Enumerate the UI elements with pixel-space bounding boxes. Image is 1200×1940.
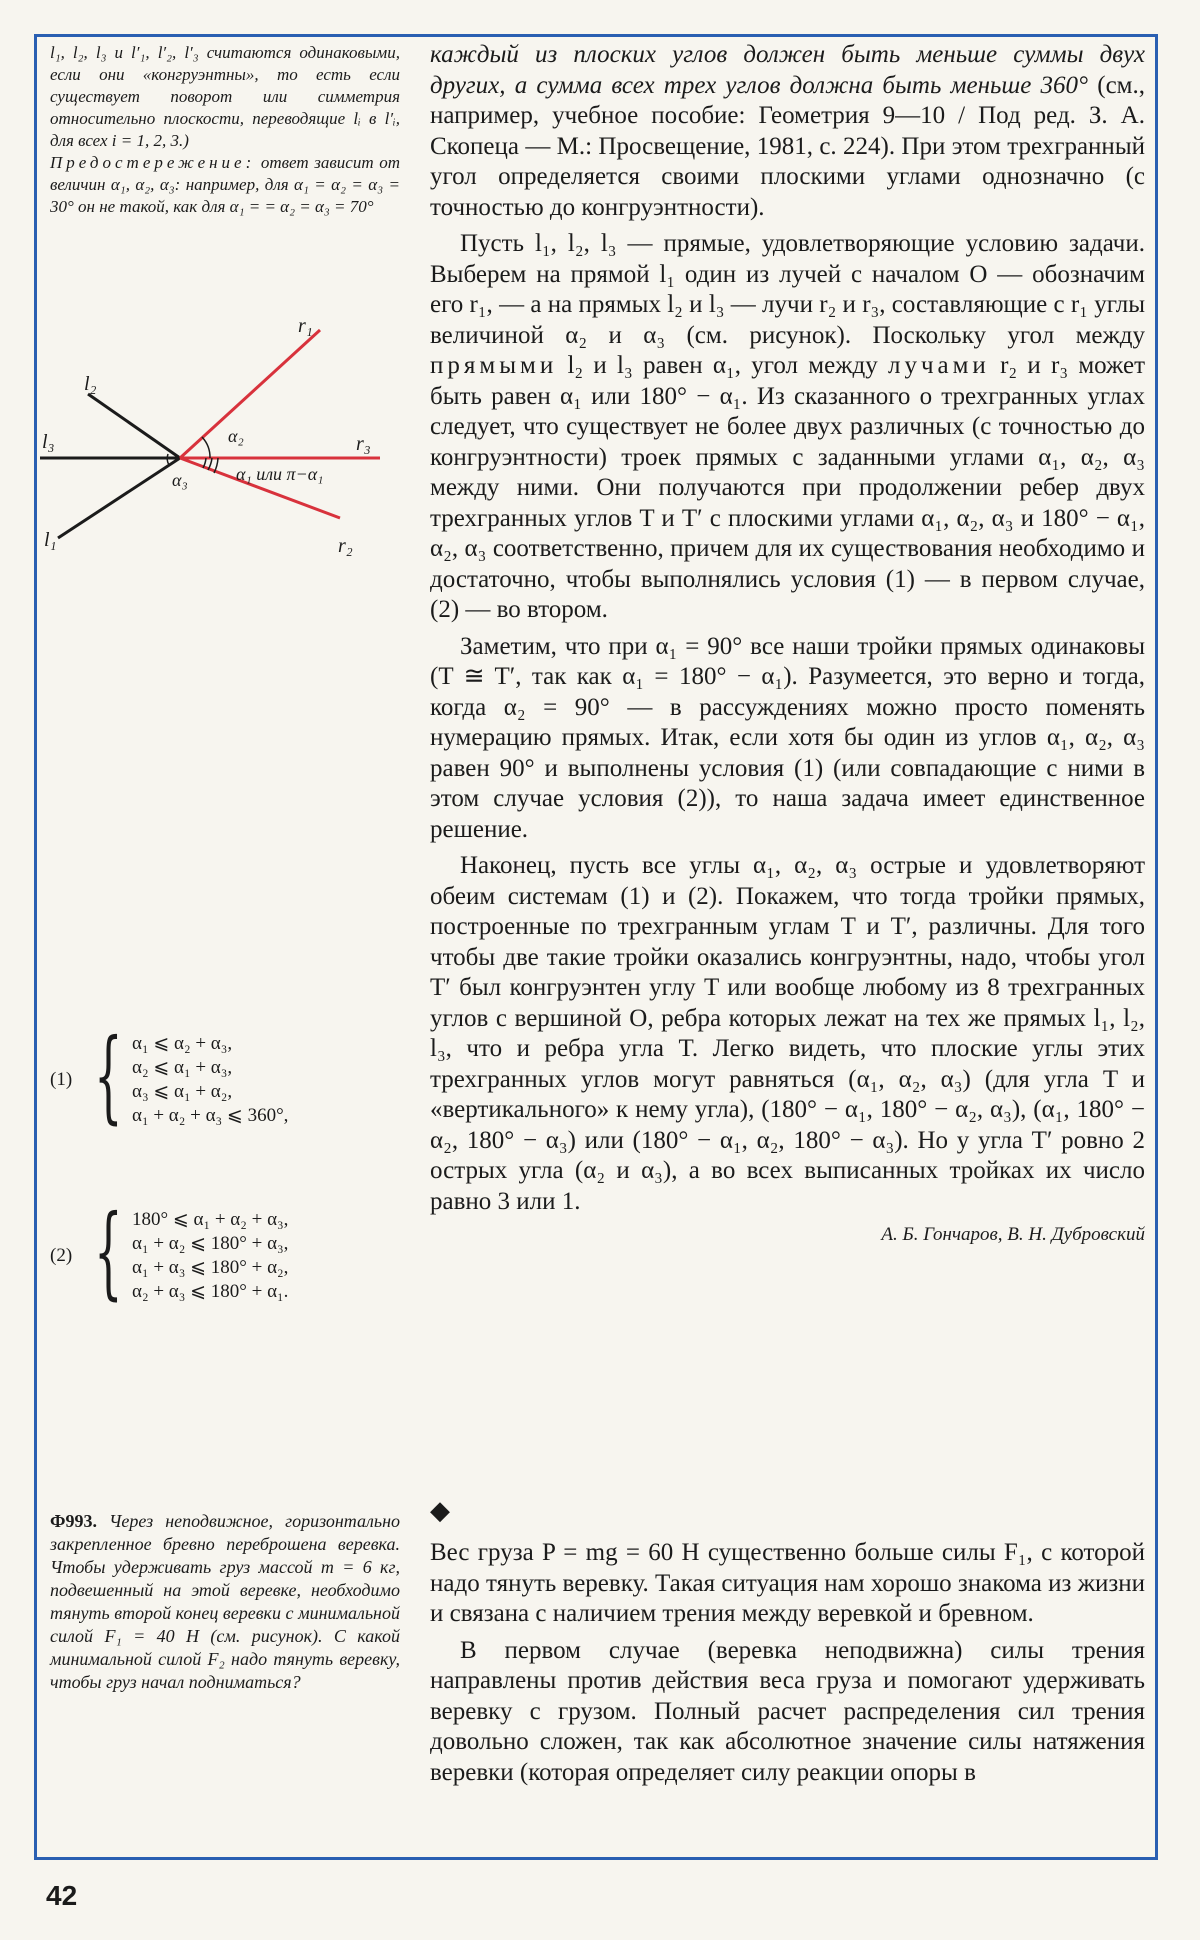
main-para-3: Заметим, что при α₁ = 90° все наши тройки прямых одинаковы (T ≅ T′, так как α₁ = 180° − α₁). Разумеется, это верно и тогда, когда α₂ = 90° — в рассуждениях можно просто поменять нумерацию прямых. Итак, если хотя бы один из углов α₁, α₂, α₃ равен 90° и выполнены условия (1) (или совпадающие с ними в этом случае условия (2)), то наша задача имеет единственное решение.	[430, 632, 1145, 843]
label-a3: α₃	[172, 470, 188, 490]
page-number: 42	[46, 1880, 78, 1911]
label-a2: α₂	[228, 426, 244, 446]
arc-a2	[202, 437, 210, 458]
spaced-word-lines: прямыми	[430, 352, 558, 379]
label-r1: r₁	[298, 315, 313, 337]
problem-text: Через неподвижное, горизонтально закрепленное бревно переброшена веревка. Чтобы удерживать груз массой m = 6 кг, подвешенный на этой веревке, необходимо тянуть второй конец веревки с минимальной силой F₁ = 40 Н (см. рисунок). С какой минимальной силой F₂ надо тянуть веревку, чтобы груз начал подниматься?	[50, 1511, 400, 1692]
system-2-lines	[132, 1208, 288, 1304]
author-signature: А. Б. Гончаров, В. Н. Дубровский	[881, 1224, 1145, 1245]
problem-id: Ф993.	[50, 1511, 97, 1531]
system-2-brace: {	[94, 1193, 123, 1310]
system-1-lines	[132, 1032, 288, 1128]
main-para-2-a: Пусть l₁, l₂, l₃ — прямые, удовлетворяющие условию задачи. Выберем на прямой l₁ один из лучей с началом O — обозначим его r₁, — а на прямых l₂ и l₃ — лучи r₂ и r₃, составляющие с r₁ углы величиной α₂ и α₃ (см. рисунок). Поскольку угол между	[430, 230, 1145, 349]
problem-f993	[50, 1510, 400, 1694]
main-para-1-rest: (см., например, учебное пособие: Геометрия 9—10 / Под ред. З. А. Скопеца — М.: Просвещение, 1981, с. 224). При этом трехгранный угол определяется своими плоскими углами однозначно (с точностью до конгруэнтности).	[430, 71, 1146, 221]
main-para-2	[430, 229, 1145, 626]
label-r2: r₂	[338, 535, 353, 557]
main-column	[430, 40, 1145, 1247]
system-1-line: α₂ ⩽ α₁ + α₃,	[132, 1057, 233, 1078]
main-column-lower	[430, 1538, 1145, 1794]
line-l1	[58, 458, 180, 538]
spaced-word-rays: лучами	[887, 352, 990, 379]
main-para-5: Вес груза P = mg = 60 Н существенно больше силы F₁, с которой надо тянуть веревку. Такая ситуация нам хорошо знакома из жизни и связана с наличием трения между веревкой и бревном.	[430, 1539, 1145, 1627]
lines-figure	[40, 315, 390, 670]
label-l1: l₁	[44, 529, 57, 551]
main-para-1	[430, 40, 1145, 223]
main-para-1-italic: каждый из плоских углов должен быть меньше суммы двух других, а сумма всех трех углов должна быть меньше 360°	[430, 41, 1145, 99]
system-2-number: (2)	[50, 1245, 73, 1266]
system-1-line: α₃ ⩽ α₁ + α₂,	[132, 1081, 233, 1102]
system-2-line: α₂ + α₃ ⩽ 180° + α₁.	[132, 1281, 289, 1302]
side-note-para2	[50, 152, 400, 218]
system-2-line: α₁ + α₂ ⩽ 180° + α₃,	[132, 1233, 289, 1254]
warning-text: ответ зависит от величин α₁, α₂, α₃: например, для α₁ = α₂ = α₃ = 30° он не такой, как для α₁ = = α₂ = α₃ = 70°	[50, 153, 400, 216]
label-l2: l₂	[84, 373, 97, 395]
system-1-number: (1)	[50, 1069, 73, 1090]
warning-word: Предостережение:	[50, 153, 256, 172]
system-1-line: α₁ + α₂ + α₃ ⩽ 360°,	[132, 1105, 289, 1126]
main-para-2-c: r₂ и r₃ может быть равен α₁ или 180° − α₁. Из сказанного о трехгранных углах следует, что существует не более двух различных (с точностью до конгруэнтности) троек прямых с заданными углами α₁, α₂, α₃ между ними. Они получаются при продолжении ребер двух трехгранных углов T и T′ с плоскими углами α₁, α₂, α₃ и 180° − α₁, α₂, α₃ соответственно, причем для их существования необходимо и достаточно, чтобы выполнялись условия (1) — в первом случае, (2) — во втором.	[430, 352, 1145, 623]
system-1-line: α₁ ⩽ α₂ + α₃,	[132, 1033, 233, 1054]
label-r3: r₃	[356, 433, 371, 455]
side-note	[50, 42, 400, 218]
main-para-2-b: l₂ и l₃ равен α₁, угол между	[557, 352, 888, 379]
line-l2	[88, 394, 180, 458]
main-para-6: В первом случае (веревка неподвижна) силы трения направлены против действия веса груза и помогают удерживать веревку с грузом. Полный расчет распределения сил трения довольно сложен, так как абсолютное значение силы натяжения веревки (которая определяет силу реакции опоры в	[430, 1636, 1145, 1786]
system-1-brace: {	[94, 1017, 123, 1134]
system-2-line: 180° ⩽ α₁ + α₂ + α₃,	[132, 1209, 289, 1230]
system-2-line: α₁ + α₃ ⩽ 180° + α₂,	[132, 1257, 289, 1278]
section-diamond: ◆	[430, 1496, 450, 1525]
side-note-para1: l₁, l₂, l₃ и l′₁, l′₂, l′₃ считаются одинаковыми, если они «конгруэнтны», то есть если существует поворот или симметрия относительно плоскости, переводящие lᵢ в l′ᵢ, для всех i = 1, 2, 3.)	[50, 43, 400, 150]
label-a1: α₁ или π−α₁	[236, 464, 324, 484]
label-l3: l₃	[42, 431, 55, 453]
main-para-4: Наконец, пусть все углы α₁, α₂, α₃ острые и удовлетворяют обеим системам (1) и (2). Покажем, что тогда тройки прямых, построенные по трехгранным углам T и T′, различны. Для того чтобы две такие тройки оказались конгруэнтны, надо, чтобы угол T′ был конгруэнтен углу T или вообще любому из 8 трехгранных углов с вершиной O, ребра которых лежат на тех же прямых l₁, l₂, l₃, что и ребра угла T. Легко видеть, что плоские углы этих трехгранных углов могут равняться (α₁, α₂, α₃) (для угла T и «вертикального» к нему угла), (180° − α₁, 180° − α₂, α₃), (α₁, 180° − α₂, 180° − α₃) или (180° − α₁, α₂, 180° − α₃). Но у угла T′ ровно 2 острых угла (α₂ и α₃), а во всех выписанных тройках их число равно 3 или 1.	[430, 852, 1145, 1215]
